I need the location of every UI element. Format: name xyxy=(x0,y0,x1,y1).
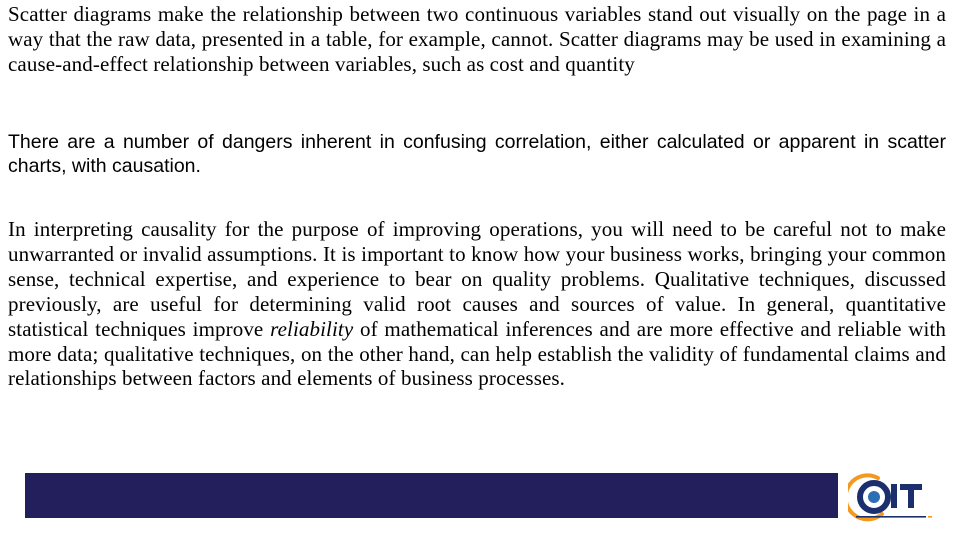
paragraph-text-before-emphasis: In interpreting causality for the purpose of improving operations, you will need to be careful not to make unwarranted or invalid assumptions. It is important to know how your business works, bringing your common sense, technical expertise, and experience to bear on quality problems. Qualitative techniques, discussed previously, are useful for determining valid root causes and sources of value. In general, quantitative statistical techniques improve xyxy=(8,217,946,341)
uit-logo-icon xyxy=(848,470,948,528)
causality-interpretation-paragraph xyxy=(8,217,946,391)
uit-logo xyxy=(848,470,948,528)
footer-bar xyxy=(25,473,838,518)
paragraph-text-after-emphasis: of mathematical inferences and are more effective and reliable with more data; qualitative techniques, on the other hand, can help establish the validity of fundamental claims and relationships between factors and elements of business processes. xyxy=(8,316,946,391)
correlation-causation-paragraph: There are a number of dangers inherent in confusing correlation, either calculated or apparent in scatter charts, with causation. xyxy=(8,131,946,177)
scatter-diagram-paragraph: Scatter diagrams make the relationship between two continuous variables stand out visually on the page in a way that the raw data, presented in a table, for example, cannot. Scatter diagrams may be used in examining a cause-and-effect relationship between variables, such as cost and quantity xyxy=(8,2,946,76)
emphasized-word: reliability xyxy=(270,316,354,341)
